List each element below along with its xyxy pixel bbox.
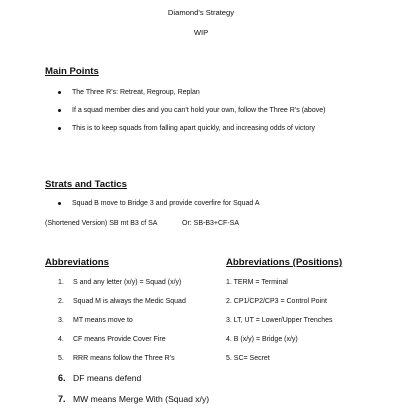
list-item: 5. SC= Secret bbox=[226, 355, 270, 362]
or-version-text: Or: SB-B3+CF-SA bbox=[182, 220, 239, 227]
list-item: 4. CF means Provide Cover Fire bbox=[58, 336, 166, 343]
list-item: 1. TERM = Terminal bbox=[226, 279, 288, 286]
list-item: If a squad member dies and you can’t hold your own, follow the Three R’s (above) bbox=[46, 105, 366, 116]
abbreviations-heading: Abbreviations bbox=[45, 257, 109, 268]
list-item: 6. DF means defend bbox=[58, 373, 142, 383]
strats-list bbox=[46, 198, 366, 209]
list-item: 3. MT means move to bbox=[58, 317, 133, 324]
list-item: 1. S and any letter (x/y) = Squad (x/y) bbox=[58, 279, 182, 286]
strats-heading: Strats and Tactics bbox=[45, 179, 127, 190]
list-item: Squad B move to Bridge 3 and provide coverfire for Squad A bbox=[46, 198, 366, 209]
shortened-version-text: (Shortened Version) SB mt B3 cf SA bbox=[45, 220, 158, 227]
document-title: Diamond’s Strategy bbox=[167, 8, 235, 17]
list-item: 4. B (x/y) = Bridge (x/y) bbox=[226, 336, 298, 343]
abbreviations-list bbox=[58, 277, 209, 414]
bullet-icon bbox=[58, 109, 61, 112]
list-item: This is to keep squads from falling apart quickly, and increasing odds of victory bbox=[46, 123, 366, 134]
abbreviations-positions-heading: Abbreviations (Positions) bbox=[226, 257, 343, 268]
list-item: 2. CP1/CP2/CP3 = Control Point bbox=[226, 298, 327, 305]
main-points-list bbox=[46, 87, 366, 134]
list-item: 7. MW means Merge With (Squad x/y) bbox=[58, 394, 210, 404]
bullet-icon bbox=[58, 202, 61, 205]
bullet-icon bbox=[58, 127, 61, 130]
main-points-heading: Main Points bbox=[45, 66, 99, 77]
list-item: 5. RRR means follow the Three R’s bbox=[58, 355, 175, 362]
document-subtitle: WIP bbox=[193, 28, 209, 37]
bullet-icon bbox=[58, 91, 61, 94]
abbreviations-positions-list bbox=[226, 277, 333, 372]
list-item: The Three R’s: Retreat, Regroup, Replan bbox=[46, 87, 366, 98]
list-item: 2. Squad M is always the Medic Squad bbox=[58, 298, 186, 305]
list-item: 3. LT, UT = Lower/Upper Trenches bbox=[226, 317, 333, 324]
